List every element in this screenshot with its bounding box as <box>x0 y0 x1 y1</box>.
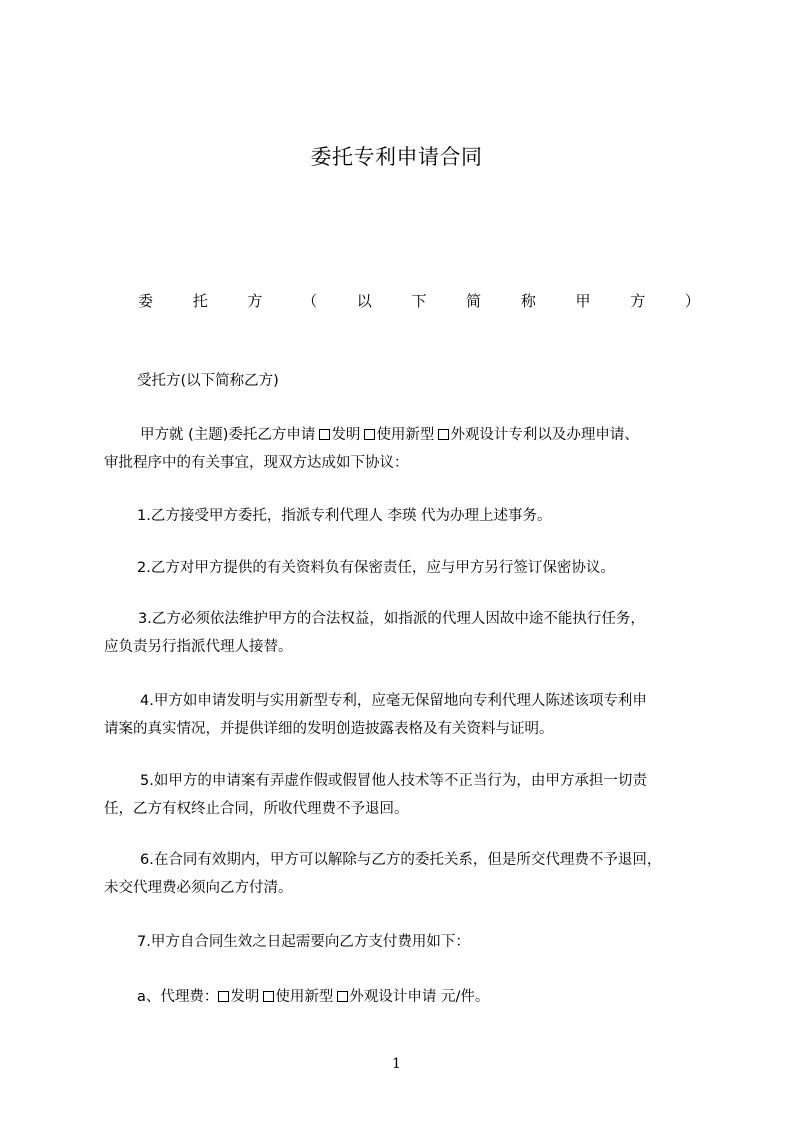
checkbox-design[interactable] <box>438 429 449 440</box>
fee-option-utility-model: 使用新型 <box>275 989 334 1005</box>
clause-3-line-1: 3.乙方必须依法维护甲方的合法权益，如指派的代理人因故中途不能执行任务， <box>138 611 645 627</box>
option-design: 外观设计专利以及办理申请、 <box>450 427 639 443</box>
clause-4-line-2: 请案的真实情况，并提供详细的发明创造披露表格及有关资料与证明。 <box>104 721 554 737</box>
fee-prefix: a、代理费： <box>137 989 219 1005</box>
trustee-line: 受托方(以下简称乙方) <box>137 373 279 389</box>
clause-3 <box>104 605 645 661</box>
checkbox-fee-utility-model[interactable] <box>263 991 274 1002</box>
clause-5-line-2: 任，乙方有权终止合同，所收代理费不予退回。 <box>104 801 409 817</box>
entrustor-char: 方 <box>630 292 646 310</box>
entrustor-line <box>138 290 700 312</box>
clause-5-line-1: 5.如甲方的申请案有弄虚作假或假冒他人技术等不正当行为，由甲方承担一切责 <box>140 773 647 789</box>
entrustor-char: （ <box>302 292 318 310</box>
entrustor-char: 称 <box>520 292 536 310</box>
clause-2: 2.乙方对甲方提供的有关资料负有保密责任，应与甲方另行签订保密协议。 <box>137 560 615 576</box>
clause-4-line-1: 4.甲方如申请发明与实用新型专利，应毫无保留地向专利代理人陈述该项专利申 <box>140 693 647 709</box>
intro-text: 甲方就 (主题)委托乙方申请 <box>140 427 316 443</box>
clause-3-line-2: 应负责另行指派代理人接替。 <box>104 639 293 655</box>
clause-1: 1.乙方接受甲方委托，指派专利代理人 李瑛 代为办理上述事务。 <box>137 508 552 524</box>
intro-paragraph <box>104 421 639 477</box>
entrustor-char: 下 <box>411 292 427 310</box>
fee-line <box>137 983 489 1011</box>
checkbox-invention[interactable] <box>319 429 330 440</box>
checkbox-fee-design[interactable] <box>337 991 348 1002</box>
fee-option-invention: 发明 <box>230 989 260 1005</box>
fee-option-design: 外观设计申请 元/件。 <box>349 989 490 1005</box>
checkbox-utility-model[interactable] <box>364 429 375 440</box>
entrustor-char: 简 <box>466 292 482 310</box>
page-title: 委托专利申请合同 <box>310 145 483 169</box>
option-invention: 发明 <box>331 427 361 443</box>
entrustor-char: 以 <box>356 292 372 310</box>
clause-4 <box>104 687 647 743</box>
option-utility-model: 使用新型 <box>376 427 435 443</box>
clause-5 <box>104 767 647 823</box>
page-number: 1 <box>392 1056 401 1072</box>
clause-6 <box>104 846 661 902</box>
clause-6-line-1: 6.在合同有效期内，甲方可以解除与乙方的委托关系，但是所交代理费不予退回， <box>140 852 662 868</box>
checkbox-fee-invention[interactable] <box>218 991 229 1002</box>
entrustor-char: 托 <box>192 292 208 310</box>
entrustor-char: 甲 <box>575 292 591 310</box>
clause-7: 7.甲方自合同生效之日起需要向乙方支付费用如下： <box>137 934 470 950</box>
clause-6-line-2: 未交代理费必须向乙方付清。 <box>104 880 293 896</box>
entrustor-char: 方 <box>247 292 263 310</box>
entrustor-char: 委 <box>138 292 154 310</box>
entrustor-char: ） <box>684 292 700 310</box>
intro-line-2: 审批程序中的有关事宜，现双方达成如下协议： <box>104 455 409 471</box>
